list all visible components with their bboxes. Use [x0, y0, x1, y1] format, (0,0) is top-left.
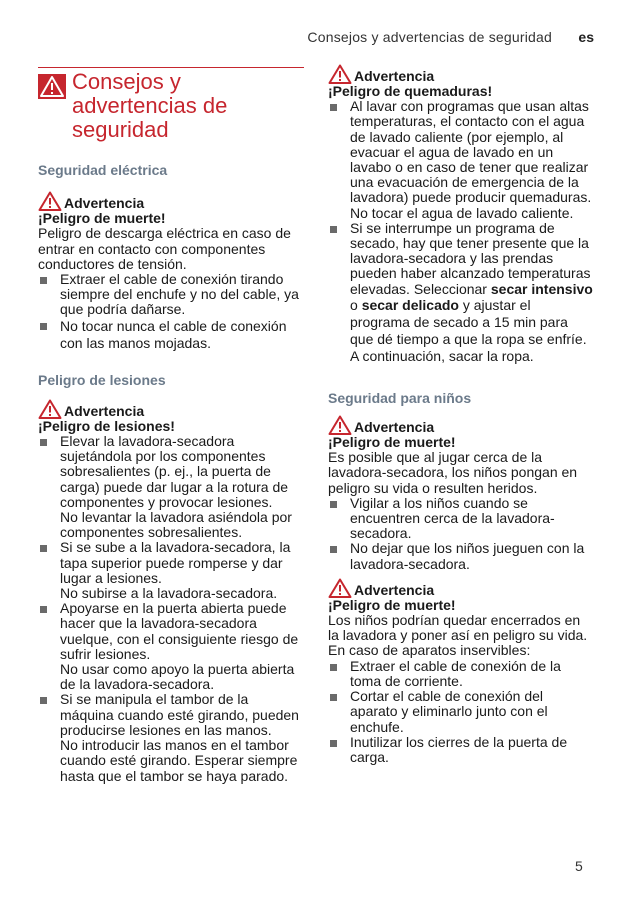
- warning-intro: Peligro de descarga eléctrica en caso de entrar en contacto con componentes conductores de tensión.: [38, 225, 291, 272]
- right-column: [328, 64, 594, 765]
- list-item-text: Apoyarse en la puerta abierta puede hacer que la lavadora-secadora vuelque, con el consiguiente riesgo de sufrir lesiones.: [60, 600, 299, 662]
- bullet-list: [328, 99, 594, 365]
- section-title-injury: Peligro de lesiones: [38, 371, 166, 388]
- warning-heading: [38, 191, 304, 211]
- warning-label: Advertencia: [354, 67, 435, 84]
- list-item-text: y ajustar el programa de secado a 15 min para que dé tiempo a que la ropa se enfríe. A continuación, sacar la ropa.: [350, 296, 587, 364]
- program-name: secar delicado: [361, 296, 459, 313]
- list-item-instruction: No tocar el agua de lavado caliente.: [350, 204, 574, 221]
- program-name: secar intensivo: [490, 280, 593, 297]
- list-item-text: Elevar la lavadora-secadora sujetándola por los componentes sobresalientes (p. ej., la puerta de carga) puede dar lugar a la rotura de componentes y provocar lesiones.: [60, 433, 289, 510]
- list-item: Inutilizar los cierres de la puerta de carga.: [328, 735, 594, 765]
- section-title-electrical: Seguridad eléctrica: [38, 162, 168, 178]
- list-item: [328, 99, 594, 221]
- left-column: [38, 64, 304, 784]
- list-item: [38, 601, 304, 692]
- warning-icon: [38, 74, 66, 99]
- bullet-list: [38, 272, 304, 352]
- bullet-list: [38, 434, 304, 784]
- list-item-text: Si se sube a la lavadora-secadora, la tapa superior puede romperse y dar lugar a lesiones.: [60, 539, 291, 586]
- danger-label: ¡Peligro de muerte!: [328, 434, 456, 451]
- warning-heading: [38, 399, 304, 419]
- list-item: [38, 540, 304, 601]
- warning-intro: Los niños podrían quedar encerrados en la lavadora y poner así en peligro su vida.: [328, 612, 588, 644]
- list-item: Vigilar a los niños cuando se encuentren cerca de la lavadora-secadora.: [328, 496, 594, 542]
- danger-label: ¡Peligro de muerte!: [38, 210, 166, 227]
- list-item: [38, 434, 304, 540]
- warning-triangle-icon: [328, 578, 352, 598]
- warning-intro: Es posible que al jugar cerca de la lavadora-secadora, los niños pongan en peligro su vida o resulten heridos.: [328, 449, 578, 496]
- warning-label: Advertencia: [354, 581, 435, 598]
- warning-label: Advertencia: [64, 402, 145, 419]
- list-item-text: Al lavar con programas que usan altas temperaturas, el contacto con el agua de lavado caliente (por ejemplo, al evacuar el agua de lavado en un lavabo o en caso de tener que realizar una evacuación de emergencia de la lavadora) puede producir quemaduras.: [350, 98, 592, 206]
- warning-triangle-icon: [38, 399, 62, 419]
- list-item-text: Si se interrumpe un programa de secado, hay que tener presente que la lavadora-secadora y las prendas pueden haber alcanzado temperaturas elevadas. Seleccionar: [350, 219, 591, 297]
- list-item-text: o: [350, 296, 362, 313]
- warning-label: Advertencia: [64, 195, 145, 211]
- page-number: 5: [575, 858, 583, 874]
- header-title: Consejos y advertencias de seguridad: [307, 29, 552, 45]
- warning-triangle-icon: [328, 415, 352, 435]
- page-title: Consejos y advertencias de seguridad: [72, 69, 228, 142]
- list-item: No tocar nunca el cable de conexión con las manos mojadas.: [38, 318, 304, 352]
- section-title-children: Seguridad para niños: [328, 389, 472, 406]
- danger-label: ¡Peligro de muerte!: [328, 596, 456, 613]
- warning-label: Advertencia: [354, 418, 435, 435]
- warning-heading: [328, 415, 594, 435]
- danger-label: ¡Peligro de quemaduras!: [328, 83, 493, 99]
- list-item-instruction: No subirse a la lavadora-secadora.: [60, 585, 278, 602]
- page-header: [0, 29, 638, 49]
- list-item: No dejar que los niños jueguen con la lavadora-secadora.: [328, 541, 594, 571]
- warning-triangle-icon: [328, 64, 352, 84]
- list-item-text: Si se manipula el tambor de la máquina cuando esté girando, pueden producirse lesiones en las manos.: [60, 691, 299, 738]
- warning-intro: En caso de aparatos inservibles:: [328, 642, 531, 659]
- list-item: [328, 221, 594, 365]
- list-item: Extraer el cable de conexión tirando siempre del enchufe y no del cable, ya que podría dañarse.: [38, 272, 304, 318]
- warning-heading: [328, 64, 594, 84]
- danger-label: ¡Peligro de lesiones!: [38, 417, 175, 434]
- bullet-list: [328, 659, 594, 765]
- list-item: [38, 692, 304, 783]
- bullet-list: [328, 496, 594, 572]
- language-code: es: [578, 29, 594, 45]
- list-item-instruction: No usar como apoyo la puerta abierta de la lavadora-secadora.: [60, 661, 295, 693]
- list-item-instruction: No levantar la lavadora asiéndola por componentes sobresalientes.: [60, 509, 292, 541]
- warning-triangle-icon: [38, 191, 62, 211]
- list-item-instruction: No introducir las manos en el tambor cuando esté girando. Esperar siempre hasta que el tambor se haya parado.: [60, 737, 298, 784]
- warning-heading: [328, 578, 594, 598]
- list-item: Extraer el cable de conexión de la toma de corriente.: [328, 659, 594, 689]
- list-item: Cortar el cable de conexión del aparato y eliminarlo junto con el enchufe.: [328, 689, 594, 735]
- main-title-block: [38, 67, 304, 142]
